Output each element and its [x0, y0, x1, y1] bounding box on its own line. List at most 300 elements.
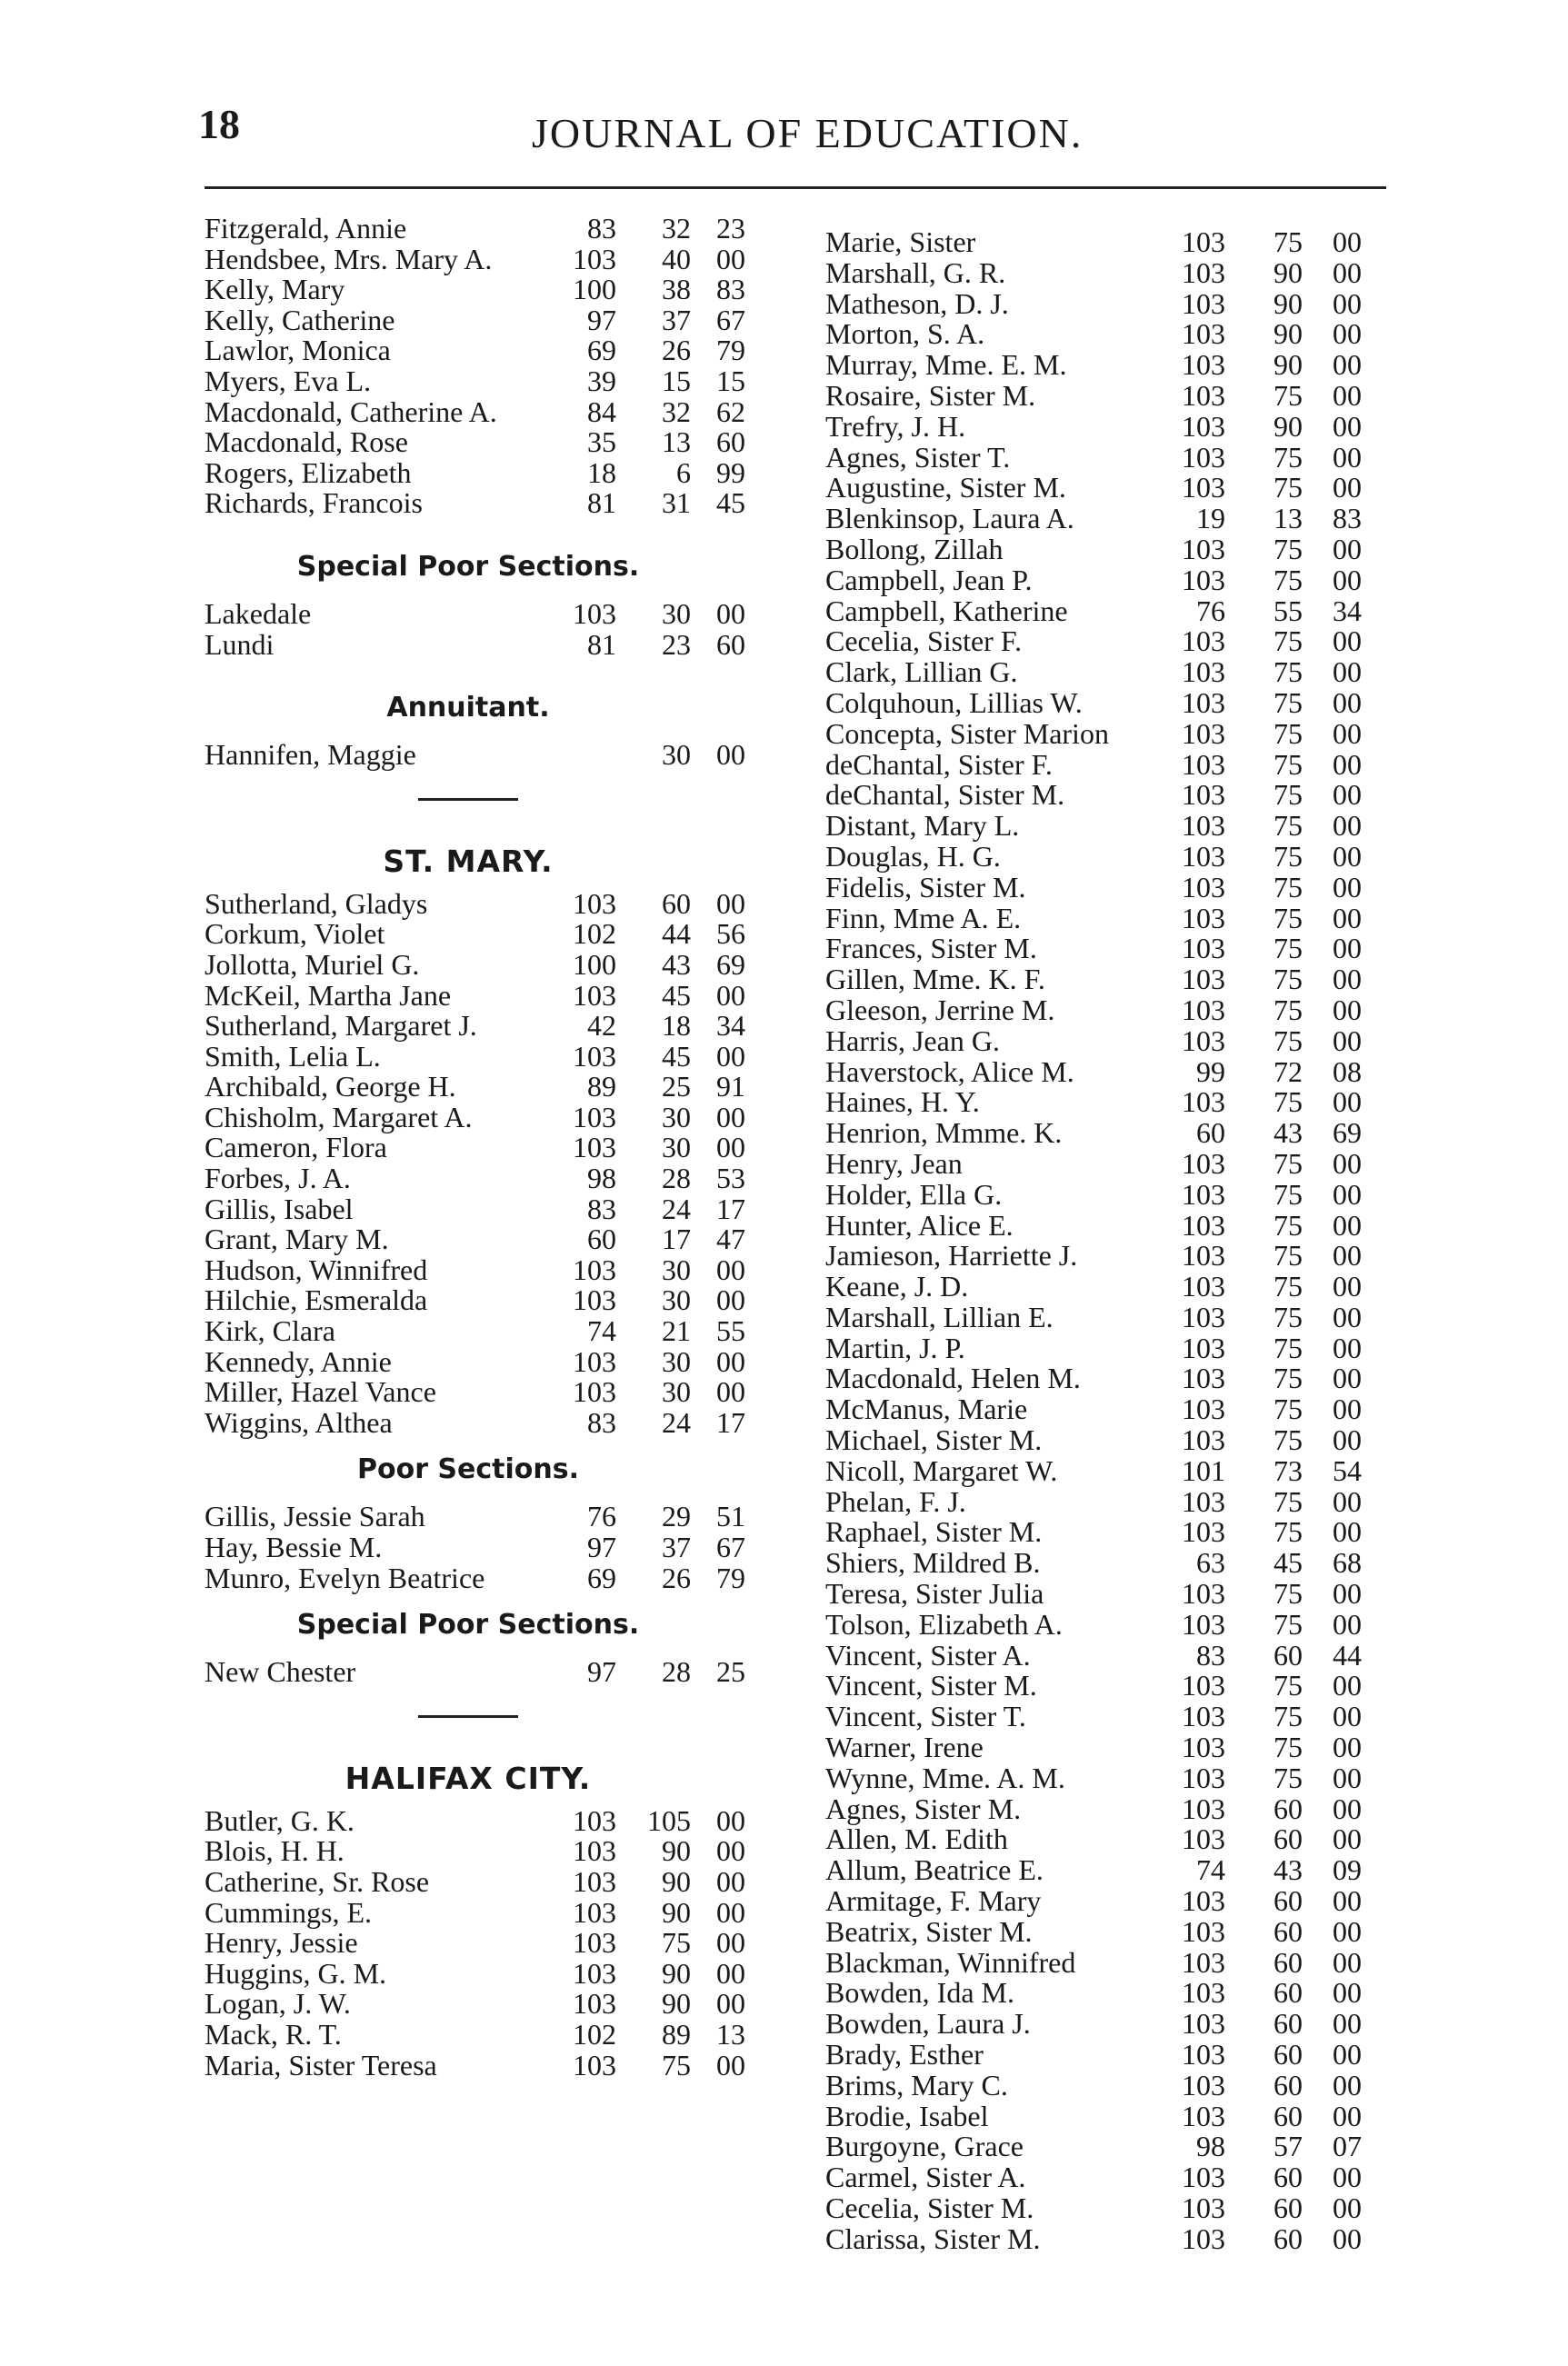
right-column [807, 227, 1389, 2255]
entry-amount-cents: 00 [716, 1375, 745, 1409]
table-row [186, 740, 786, 771]
entry-amount-cents: 34 [716, 1009, 745, 1043]
entry-amount-cents: 00 [1333, 1577, 1362, 1611]
entry-name: Frances, Sister M. [825, 932, 1037, 965]
entry-amount-cents: 62 [716, 394, 745, 428]
entry-amount-cents: 00 [1333, 225, 1362, 258]
entry-name: Clarissa, Sister M. [825, 2221, 1041, 2255]
entry-name: Henry, Jessie [205, 1926, 358, 1960]
entry-amount-cents: 00 [1333, 1976, 1362, 2010]
table-row [807, 1914, 1389, 1948]
entry-amount-dollars: 29 [662, 1500, 691, 1533]
entry-days: 103 [1182, 1331, 1225, 1364]
table-row [807, 1363, 1389, 1394]
entry-amount-dollars: 75 [1273, 993, 1303, 1026]
table-row [807, 1146, 1389, 1180]
entry-amount-cents: 00 [1333, 1669, 1362, 1702]
table-row [186, 427, 786, 458]
entry-name: deChantal, Sister M. [825, 778, 1065, 812]
entry-amount-cents: 00 [1333, 1023, 1362, 1057]
table-row [807, 596, 1389, 627]
table-row [807, 2009, 1389, 2040]
table-row [186, 1194, 786, 1225]
table-row [807, 227, 1389, 258]
entry-amount-cents: 79 [716, 334, 745, 367]
entry-days: 103 [573, 886, 616, 920]
entry-amount-dollars: 30 [662, 1253, 691, 1286]
entry-amount-dollars: 60 [1273, 2099, 1303, 2132]
entry-amount-cents: 00 [716, 1283, 745, 1317]
entry-amount-cents: 00 [1333, 932, 1362, 965]
entry-name: Fitzgerald, Annie [205, 212, 407, 245]
table-row [807, 2131, 1389, 2162]
subsection-heading: Special Poor Sections. [296, 1609, 640, 1642]
entry-amount-dollars: 60 [1273, 2068, 1303, 2101]
entry-amount-cents: 00 [1333, 1331, 1362, 1364]
table-row [807, 473, 1389, 504]
table-row [186, 1956, 786, 1990]
entry-name: Gillis, Jessie Sarah [205, 1500, 425, 1533]
entry-amount-dollars: 75 [1273, 901, 1303, 934]
entry-amount-dollars: 75 [1273, 1300, 1303, 1333]
entry-amount-dollars: 45 [662, 978, 691, 1012]
entry-days: 103 [1182, 1484, 1225, 1518]
entry-amount-cents: 00 [1333, 1914, 1362, 1948]
entry-amount-dollars: 75 [1273, 1669, 1303, 1702]
entry-days: 35 [587, 425, 616, 459]
table-row [186, 1011, 786, 1042]
subsection-heading: Annuitant. [386, 692, 550, 724]
table-row [186, 242, 786, 275]
table-row [186, 335, 786, 366]
entry-name: Phelan, F. J. [825, 1484, 966, 1518]
entry-days: 103 [573, 1956, 616, 1990]
entry-days: 103 [1182, 1085, 1225, 1119]
entry-amount-cents: 00 [1333, 409, 1362, 443]
entry-name: Agnes, Sister T. [825, 440, 1011, 474]
entry-amount-cents: 00 [716, 1100, 745, 1133]
entry-amount-dollars: 75 [1273, 685, 1303, 719]
entry-days: 103 [1182, 1731, 1225, 1764]
entry-amount-cents: 44 [1333, 1638, 1362, 1672]
entry-amount-cents: 51 [716, 1500, 745, 1533]
entry-amount-dollars: 75 [1273, 655, 1303, 689]
entry-amount-dollars: 32 [662, 212, 691, 245]
entry-days: 103 [1182, 1362, 1225, 1395]
entry-amount-cents: 00 [1333, 286, 1362, 320]
table-row [186, 1133, 786, 1163]
entry-name: Haines, H. Y. [825, 1085, 980, 1119]
entry-days: 103 [1182, 2099, 1225, 2132]
entry-amount-cents: 00 [1333, 471, 1362, 504]
entry-amount-cents: 00 [716, 1344, 745, 1378]
entry-name: Cecelia, Sister F. [825, 624, 1023, 658]
entry-amount-cents: 00 [1333, 2221, 1362, 2255]
table-row [807, 1794, 1389, 1825]
table-row [807, 1394, 1389, 1425]
entry-days: 103 [1182, 1669, 1225, 1702]
entry-amount-dollars: 43 [662, 947, 691, 981]
entry-amount-dollars: 75 [1273, 563, 1303, 596]
entry-amount-dollars: 26 [662, 334, 691, 367]
entry-name: Armitage, F. Mary [825, 1884, 1042, 1918]
table-row [807, 626, 1389, 657]
entry-amount-dollars: 75 [1273, 1362, 1303, 1395]
entry-days: 81 [587, 486, 616, 520]
table-row [807, 1548, 1389, 1579]
entry-amount-cents: 00 [716, 1253, 745, 1286]
entry-amount-cents: 00 [1333, 348, 1362, 382]
table-row [807, 286, 1389, 320]
table-row [807, 1087, 1389, 1118]
entry-amount-cents: 00 [716, 596, 745, 630]
entry-days: 100 [573, 947, 616, 981]
entry-name: Maria, Sister Teresa [205, 2048, 437, 2081]
entry-days: 103 [1182, 1914, 1225, 1948]
entry-amount-cents: 00 [1333, 1484, 1362, 1518]
table-row [186, 627, 786, 661]
entry-amount-dollars: 30 [662, 1344, 691, 1378]
table-row [807, 1484, 1389, 1518]
table-row [186, 1039, 786, 1073]
entry-name: McKeil, Martha Jane [205, 978, 452, 1012]
entry-name: Cummings, E. [205, 1895, 373, 1929]
entry-name: Jollotta, Muriel G. [205, 947, 420, 981]
table-row [186, 1532, 786, 1563]
entry-name: Smith, Lelia L. [205, 1039, 381, 1073]
entry-days: 103 [1182, 993, 1225, 1026]
entry-days: 103 [1182, 471, 1225, 504]
entry-name: Myers, Eva L. [205, 364, 372, 397]
entry-days: 103 [1182, 1300, 1225, 1333]
entry-amount-dollars: 31 [662, 486, 691, 520]
entry-amount-cents: 00 [1333, 2161, 1362, 2194]
entry-amount-dollars: 23 [662, 627, 691, 661]
entry-amount-dollars: 60 [1273, 1792, 1303, 1825]
entry-amount-dollars: 55 [1273, 594, 1303, 627]
entry-name: Augustine, Sister M. [825, 471, 1066, 504]
entry-amount-cents: 68 [1333, 1546, 1362, 1580]
entry-amount-cents: 00 [1333, 747, 1362, 781]
entry-amount-cents: 13 [716, 2017, 745, 2051]
table-row [807, 1241, 1389, 1272]
entry-name: Grant, Mary M. [205, 1223, 389, 1256]
entry-name: Munro, Evelyn Beatrice [205, 1561, 485, 1594]
entry-name: Gleeson, Jerrine M. [825, 993, 1055, 1026]
table-row [186, 1657, 786, 1688]
entry-amount-cents: 07 [1333, 2130, 1362, 2163]
entry-days: 103 [1182, 2007, 1225, 2041]
divider-line [418, 798, 518, 801]
table-row [807, 1978, 1389, 2009]
entry-days: 19 [1196, 502, 1225, 535]
entry-amount-dollars: 43 [1273, 1853, 1303, 1887]
entry-amount-dollars: 105 [647, 1803, 691, 1837]
entry-days: 103 [1182, 317, 1225, 351]
entry-name: Vincent, Sister T. [825, 1700, 1026, 1733]
entry-amount-cents: 83 [1333, 502, 1362, 535]
entry-name: Raphael, Sister M. [825, 1515, 1043, 1549]
entry-days: 81 [587, 627, 616, 661]
entry-amount-dollars: 75 [1273, 1577, 1303, 1611]
entry-name: Henrion, Mmme. K. [825, 1116, 1063, 1150]
entry-amount-dollars: 90 [1273, 286, 1303, 320]
table-row [186, 1377, 786, 1408]
divider-line [418, 1715, 518, 1718]
entry-days: 103 [573, 1895, 616, 1929]
entry-days: 103 [1182, 624, 1225, 658]
entry-amount-cents: 00 [716, 738, 745, 772]
entry-days: 103 [573, 1803, 616, 1837]
entry-name: Brodie, Isabel [825, 2099, 989, 2132]
entry-days: 103 [1182, 1700, 1225, 1733]
entry-days: 103 [1182, 2221, 1225, 2255]
entry-name: Sutherland, Margaret J. [205, 1009, 477, 1043]
entry-days: 103 [1182, 809, 1225, 843]
entry-amount-dollars: 60 [1273, 1884, 1303, 1918]
entry-days: 83 [587, 1192, 616, 1225]
entry-name: Marshall, Lillian E. [825, 1300, 1054, 1333]
table-row [807, 1177, 1389, 1211]
entry-amount-cents: 00 [716, 1039, 745, 1073]
table-row [807, 657, 1389, 688]
entry-name: Kirk, Clara [205, 1314, 335, 1348]
entry-name: Gillen, Mme. K. F. [825, 963, 1045, 996]
table-row [807, 1023, 1389, 1057]
entry-name: Sutherland, Gladys [205, 886, 428, 920]
entry-amount-cents: 00 [716, 978, 745, 1012]
entry-name: Agnes, Sister M. [825, 1792, 1022, 1825]
entry-amount-cents: 00 [1333, 1208, 1362, 1242]
entry-amount-cents: 00 [1333, 1177, 1362, 1211]
entry-amount-cents: 00 [716, 2048, 745, 2081]
entry-amount-dollars: 75 [1273, 1146, 1303, 1180]
entry-days: 103 [573, 596, 616, 630]
entry-amount-cents: 60 [716, 627, 745, 661]
entry-amount-cents: 00 [716, 1131, 745, 1164]
entry-name: Shiers, Mildred B. [825, 1546, 1041, 1580]
entry-days: 103 [1182, 563, 1225, 596]
entry-amount-cents: 00 [716, 1987, 745, 2021]
entry-days: 103 [1182, 1761, 1225, 1794]
section-heading: HALIFAX CITY. [345, 1760, 592, 1796]
table-row [186, 1928, 786, 1959]
entry-amount-dollars: 60 [662, 886, 691, 920]
entry-amount-dollars: 40 [662, 242, 691, 275]
entry-amount-dollars: 75 [1273, 1607, 1303, 1641]
entry-amount-dollars: 13 [1273, 502, 1303, 535]
entry-amount-dollars: 75 [1273, 1023, 1303, 1057]
entry-name: Matheson, D. J. [825, 286, 1009, 320]
entry-amount-dollars: 60 [1273, 1914, 1303, 1948]
entry-amount-dollars: 75 [1273, 1423, 1303, 1457]
entry-amount-dollars: 75 [1273, 778, 1303, 812]
table-row [807, 839, 1389, 873]
entry-days: 39 [587, 364, 616, 397]
entry-amount-dollars: 75 [1273, 963, 1303, 996]
table-row [807, 1054, 1389, 1088]
entry-name: Logan, J. W. [205, 1987, 351, 2021]
entry-name: Brims, Mary C. [825, 2068, 1008, 2101]
entry-amount-cents: 17 [716, 1405, 745, 1439]
entry-days: 103 [1182, 1577, 1225, 1611]
entry-name: Forbes, J. A. [205, 1162, 351, 1195]
table-row [807, 1579, 1389, 1610]
entry-name: Nicoll, Margaret W. [825, 1453, 1058, 1487]
entry-name: Lawlor, Monica [205, 334, 391, 367]
table-row [186, 275, 786, 305]
entry-name: Teresa, Sister Julia [825, 1577, 1044, 1611]
entry-days: 103 [1182, 716, 1225, 750]
entry-days: 101 [1182, 1453, 1225, 1487]
entry-days: 103 [1182, 2161, 1225, 2194]
entry-amount-dollars: 45 [1273, 1546, 1303, 1580]
entry-amount-cents: 00 [1333, 317, 1362, 351]
entry-days: 103 [1182, 1177, 1225, 1211]
entry-days: 97 [587, 303, 616, 336]
entry-days: 103 [1182, 778, 1225, 812]
entry-name: Tolson, Elizabeth A. [825, 1607, 1063, 1641]
entry-amount-dollars: 21 [662, 1314, 691, 1348]
entry-days: 89 [587, 1070, 616, 1103]
entry-days: 102 [573, 917, 616, 951]
entry-name: Beatrix, Sister M. [825, 1914, 1033, 1948]
entry-days: 42 [587, 1009, 616, 1043]
entry-amount-dollars: 75 [1273, 1331, 1303, 1364]
entry-amount-dollars: 75 [662, 2048, 691, 2081]
entry-name: Vincent, Sister M. [825, 1669, 1037, 1702]
entry-amount-cents: 00 [1333, 870, 1362, 903]
table-row [186, 1224, 786, 1255]
entry-amount-dollars: 26 [662, 1561, 691, 1594]
entry-days: 103 [573, 2048, 616, 2081]
entry-amount-cents: 00 [1333, 2191, 1362, 2224]
entry-name: Blois, H. H. [205, 1834, 345, 1868]
entry-amount-cents: 00 [1333, 1300, 1362, 1333]
entry-name: Hay, Bessie M. [205, 1531, 383, 1563]
entry-amount-dollars: 75 [1273, 440, 1303, 474]
entry-days: 103 [1182, 1515, 1225, 1549]
table-row [186, 1255, 786, 1286]
entry-amount-cents: 00 [1333, 255, 1362, 289]
section-divider [186, 771, 750, 834]
entry-amount-dollars: 75 [1273, 809, 1303, 843]
entry-amount-cents: 00 [1333, 655, 1362, 689]
entry-days: 103 [1182, 1822, 1225, 1856]
entry-days: 103 [573, 1375, 616, 1409]
entry-amount-cents: 00 [1333, 1761, 1362, 1794]
entry-amount-dollars: 24 [662, 1405, 691, 1439]
entry-days: 103 [573, 242, 616, 275]
entry-days: 83 [1196, 1638, 1225, 1672]
entry-name: Hudson, Winnifred [205, 1253, 428, 1286]
entry-amount-dollars: 75 [1273, 1700, 1303, 1733]
table-row [186, 488, 786, 519]
page-number: 18 [198, 101, 240, 147]
entry-days: 103 [1182, 440, 1225, 474]
entry-amount-dollars: 90 [1273, 317, 1303, 351]
entry-amount-dollars: 37 [662, 1531, 691, 1563]
entry-amount-cents: 23 [716, 212, 745, 245]
entry-amount-dollars: 90 [662, 1834, 691, 1868]
table-row [807, 1732, 1389, 1763]
entry-days: 103 [1182, 1884, 1225, 1918]
entry-name: Bollong, Zillah [825, 532, 1004, 565]
entry-amount-cents: 00 [1333, 532, 1362, 565]
entry-amount-dollars: 89 [662, 2017, 691, 2051]
entry-amount-dollars: 28 [662, 1655, 691, 1689]
entry-name: Butler, G. K. [205, 1803, 355, 1837]
entry-amount-cents: 00 [1333, 624, 1362, 658]
entry-amount-dollars: 25 [662, 1070, 691, 1103]
entry-days: 103 [1182, 1270, 1225, 1303]
entry-name: Archibald, George H. [205, 1070, 456, 1103]
entry-amount-dollars: 6 [676, 455, 691, 489]
entry-name: Chisholm, Margaret A. [205, 1100, 473, 1133]
entry-days: 103 [1182, 2068, 1225, 2101]
entry-amount-cents: 00 [1333, 2068, 1362, 2101]
entry-name: Campbell, Katherine [825, 594, 1068, 627]
entry-name: Keane, J. D. [825, 1270, 969, 1303]
table-row [186, 1563, 786, 1594]
subsection-heading: Poor Sections. [356, 1453, 580, 1486]
entry-amount-dollars: 38 [662, 273, 691, 306]
entry-name: Macdonald, Helen M. [825, 1362, 1081, 1395]
entry-days: 103 [1182, 1146, 1225, 1180]
entry-amount-cents: 00 [716, 886, 745, 920]
entry-name: Cecelia, Sister M. [825, 2191, 1034, 2224]
entry-name: Macdonald, Rose [205, 425, 408, 459]
entry-amount-dollars: 44 [662, 917, 691, 951]
page-header [0, 100, 1568, 164]
entry-amount-dollars: 72 [1273, 1054, 1303, 1088]
entry-name: Allum, Beatrice E. [825, 1853, 1044, 1887]
entry-name: Rosaire, Sister M. [825, 378, 1036, 412]
table-row [807, 2040, 1389, 2071]
table-row [807, 350, 1389, 381]
table-row [186, 455, 786, 489]
entry-amount-cents: 00 [1333, 1270, 1362, 1303]
entry-name: Huggins, G. M. [205, 1956, 387, 1990]
entry-days: 103 [1182, 685, 1225, 719]
entry-amount-cents: 55 [716, 1314, 745, 1348]
entry-name: Macdonald, Catherine A. [205, 394, 497, 428]
entry-amount-cents: 00 [716, 1895, 745, 1929]
entry-amount-dollars: 75 [1273, 716, 1303, 750]
entry-name: Bowden, Ida M. [825, 1976, 1014, 2010]
entry-name: Lakedale [205, 596, 312, 630]
entry-days: 103 [1182, 348, 1225, 382]
entry-name: Holder, Ella G. [825, 1177, 1003, 1211]
entry-amount-dollars: 75 [1273, 747, 1303, 781]
entry-amount-cents: 91 [716, 1070, 745, 1103]
entry-amount-cents: 00 [716, 242, 745, 275]
entry-days: 103 [573, 1834, 616, 1868]
table-row [807, 1425, 1389, 1456]
entry-amount-dollars: 75 [1273, 1484, 1303, 1518]
entry-name: Wynne, Mme. A. M. [825, 1761, 1065, 1794]
entry-amount-dollars: 75 [1273, 378, 1303, 412]
entry-name: Warner, Irene [825, 1731, 984, 1764]
entry-amount-dollars: 75 [1273, 471, 1303, 504]
entry-days: 103 [1182, 286, 1225, 320]
entry-name: Clark, Lillian G. [825, 655, 1018, 689]
entry-amount-cents: 00 [716, 1803, 745, 1837]
entry-amount-dollars: 60 [1273, 1976, 1303, 2010]
entry-amount-dollars: 24 [662, 1192, 691, 1225]
entry-days: 103 [573, 1283, 616, 1317]
table-row [807, 2221, 1389, 2255]
